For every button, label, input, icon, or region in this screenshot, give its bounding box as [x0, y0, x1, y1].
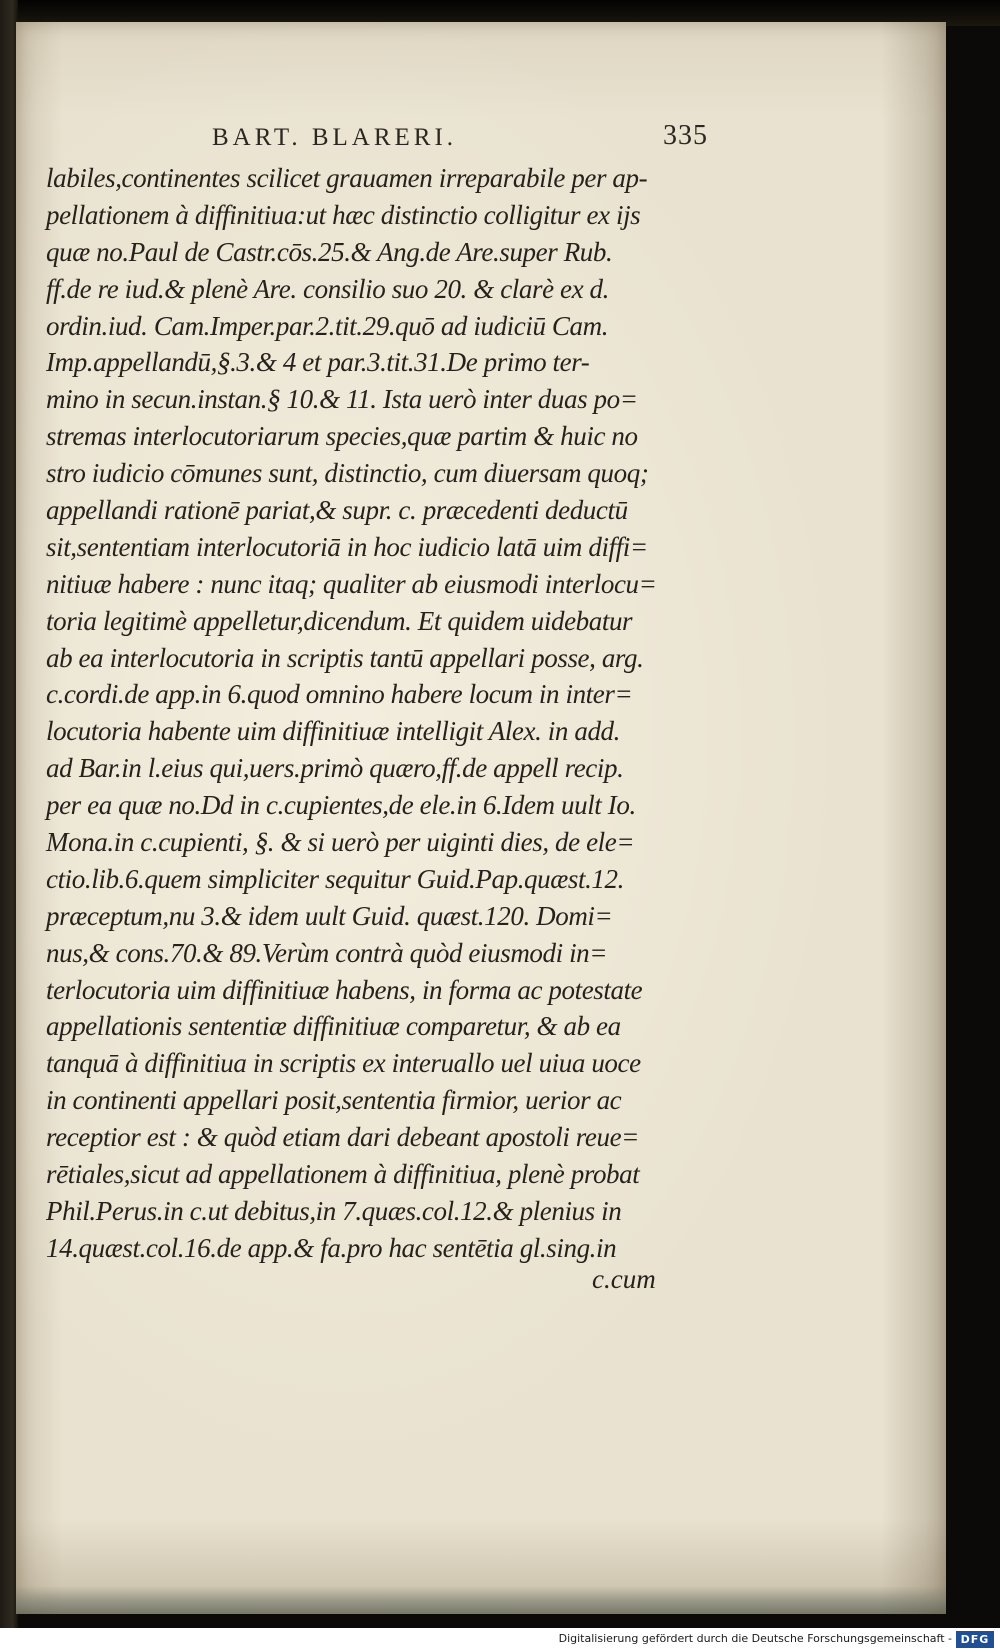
text-line: stremas interlocutoriarum species,quæ partim & huic no — [46, 421, 638, 452]
text-line: appellandi rationē pariat,& supr. c. præcedenti deductū — [46, 495, 628, 526]
digitization-credit-bar — [0, 1628, 1000, 1652]
catchword: c.cum — [592, 1264, 656, 1294]
text-line: Imp.appellandū,§.3.& 4 et par.3.tit.31.De primo ter- — [46, 347, 590, 378]
text-line: stro iudicio cōmunes sunt, distinctio, cum diuersam quoq; — [46, 458, 649, 489]
text-line: ad Bar.in l.eius qui,uers.primò quæro,ff.de appell recip. — [46, 753, 624, 784]
text-line: nitiuæ habere : nunc itaq; qualiter ab eiusmodi interlocu= — [46, 568, 657, 599]
text-line: ab ea interlocutoria in scriptis tantū appellari posse, arg. — [46, 642, 644, 673]
text-line: ordin.iud. Cam.Imper.par.2.tit.29.quō ad iudiciū Cam. — [46, 310, 609, 341]
text-line: quæ no.Paul de Castr.cōs.25.& Ang.de Are.super Rub. — [46, 236, 613, 267]
text-line: Mona.in c.cupienti, §. & si uerò per uiginti dies, de ele= — [46, 827, 635, 858]
digitization-credit: Digitalisierung gefördert durch die Deutsche Forschungsgemeinschaft - — [558, 1632, 952, 1645]
text-line: mino in secun.instan.§ 10.& 11. Ista uerò inter duas po= — [46, 384, 638, 415]
text-line: toria legitimè appelletur,dicendum. Et quidem uidebatur — [46, 605, 633, 636]
text-line: terlocutoria uim diffinitiuæ habens, in forma ac potestate — [46, 974, 643, 1005]
text-line: ctio.lib.6.quem simpliciter sequitur Guid.Pap.quæst.12. — [46, 863, 624, 894]
text-line: ff.de re iud.& plenè Are. consilio suo 20. & clarè ex d. — [46, 273, 609, 304]
text-block — [46, 160, 746, 1267]
text-line: pellationem à diffinitiua:ut hæc distinctio colligitur ex ijs — [46, 199, 641, 230]
text-line: in continenti appellari posit,sententia firmior, uerior ac — [46, 1085, 622, 1116]
text-line: 14.quæst.col.16.de app.& fa.pro hac sentētia gl.sing.in — [46, 1232, 617, 1263]
text-line: per ea quæ no.Dd in c.cupientes,de ele.in 6.Idem uult Io. — [46, 790, 636, 821]
page-number: 335 — [663, 120, 708, 151]
running-head — [60, 118, 920, 158]
text-line: receptior est : & quòd etiam dari debeant apostoli reue= — [46, 1122, 639, 1153]
text-line: præceptum,nu 3.& idem uult Guid. quæst.120. Domi= — [46, 900, 613, 931]
text-line: sit,sententiam interlocutoriā in hoc iudicio latā uim diffi= — [46, 531, 648, 562]
text-line: appellationis sententiæ diffinitiuæ comparetur, & ab ea — [46, 1011, 621, 1042]
text-line: tanquā à diffinitiua in scriptis ex interuallo uel uiua uoce — [46, 1048, 641, 1079]
running-title: BART. BLARERI. — [212, 124, 458, 151]
dfg-logo: DFG — [956, 1631, 994, 1648]
text-line: locutoria habente uim diffinitiuæ intelligit Alex. in add. — [46, 716, 621, 747]
text-line: labiles,continentes scilicet grauamen irreparabile per ap- — [46, 163, 648, 193]
text-line: c.cordi.de app.in 6.quod omnino habere locum in inter= — [46, 679, 633, 710]
text-line: rētiales,sicut ad appellationem à diffinitiua, plenè probat — [46, 1159, 640, 1190]
page-bottom-edge — [16, 1586, 946, 1614]
text-line: nus,& cons.70.& 89.Verùm contrà quòd eiusmodi in= — [46, 937, 608, 968]
text-line: Phil.Perus.in c.ut debitus,in 7.quæs.col.12.& plenius in — [46, 1195, 622, 1226]
